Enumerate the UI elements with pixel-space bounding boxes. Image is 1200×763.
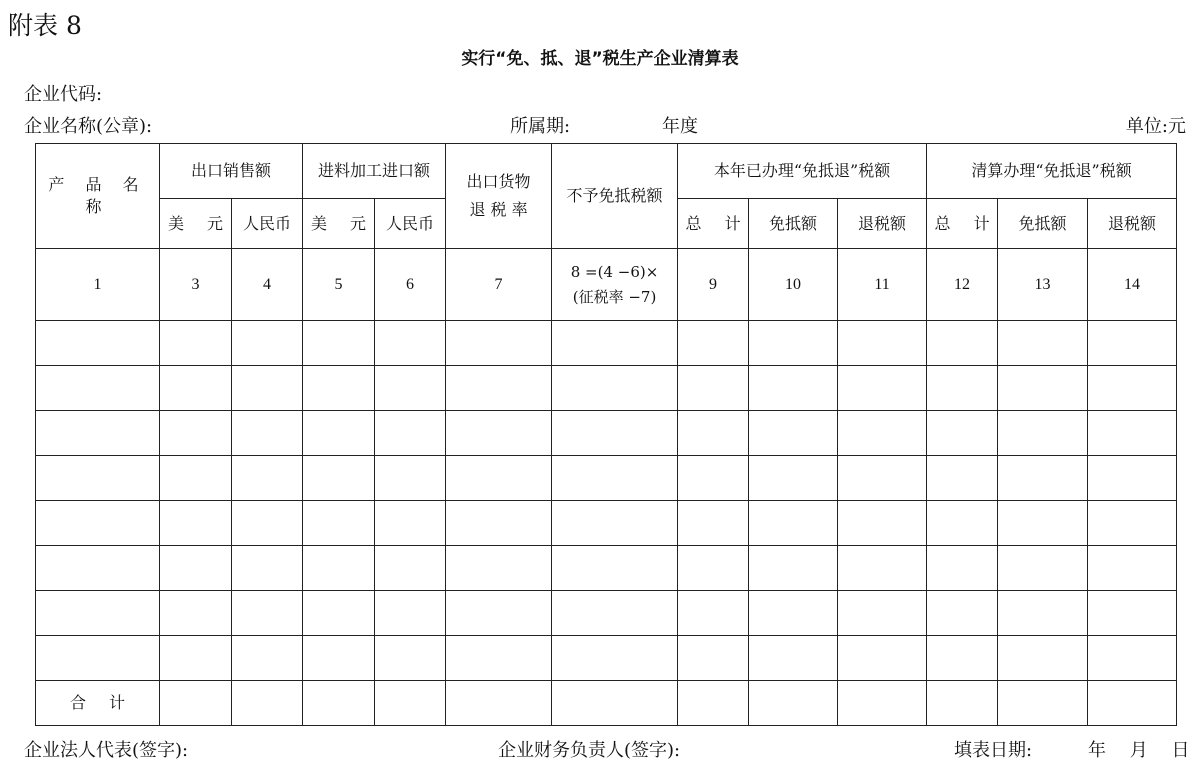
table-cell[interactable]	[678, 591, 749, 636]
legal-rep-signature-label: 企业法人代表(签字):	[24, 740, 189, 761]
table-cell[interactable]	[1088, 546, 1177, 591]
table-cell[interactable]	[36, 321, 160, 366]
table-cell[interactable]	[1088, 636, 1177, 681]
enterprise-name-label: 企业名称(公章):	[24, 116, 153, 137]
sub-header-rmb: 人民币	[232, 199, 303, 249]
enterprise-code-label: 企业代码:	[24, 84, 103, 105]
col-header-export-sales: 出口销售额	[160, 144, 303, 199]
table-cell[interactable]	[552, 636, 678, 681]
table-cell[interactable]	[160, 591, 232, 636]
table-cell[interactable]	[375, 636, 446, 681]
sub-header-exempt: 免抵额	[998, 199, 1088, 249]
table-cell[interactable]	[927, 501, 998, 546]
col-number: 9	[678, 249, 749, 321]
sub-header-usd: 美 元	[303, 199, 375, 249]
table-cell[interactable]	[749, 411, 838, 456]
table-row	[36, 546, 1177, 591]
table-cell[interactable]	[446, 321, 552, 366]
table-cell[interactable]	[552, 321, 678, 366]
table-cell[interactable]	[375, 681, 446, 726]
table-cell[interactable]	[552, 546, 678, 591]
table-cell[interactable]	[678, 366, 749, 411]
table-cell[interactable]	[446, 366, 552, 411]
table-cell[interactable]	[927, 546, 998, 591]
table-cell[interactable]	[160, 681, 232, 726]
sub-header-rmb: 人民币	[375, 199, 446, 249]
table-cell[interactable]	[375, 456, 446, 501]
unit-label: 单位:元	[1125, 116, 1186, 137]
col-number: 4	[232, 249, 303, 321]
table-cell[interactable]	[678, 456, 749, 501]
table-row	[36, 591, 1177, 636]
table-cell[interactable]	[678, 681, 749, 726]
table-cell[interactable]	[303, 501, 375, 546]
table-cell[interactable]	[1088, 591, 1177, 636]
table-cell[interactable]	[552, 681, 678, 726]
table-cell[interactable]	[232, 681, 303, 726]
col-number: 3	[160, 249, 232, 321]
table-cell[interactable]	[552, 411, 678, 456]
col-number: 5	[303, 249, 375, 321]
table-cell[interactable]	[838, 501, 927, 546]
table-cell[interactable]	[375, 321, 446, 366]
table-cell[interactable]	[232, 366, 303, 411]
sub-header-exempt: 免抵额	[749, 199, 838, 249]
table-cell[interactable]	[552, 456, 678, 501]
formula-cell	[552, 249, 678, 321]
table-row	[36, 456, 1177, 501]
table-cell[interactable]	[36, 636, 160, 681]
table-cell[interactable]	[678, 546, 749, 591]
page-title: 实行“免、抵、退”税生产企业清算表	[461, 49, 739, 69]
table-cell[interactable]	[998, 591, 1088, 636]
table-cell[interactable]	[36, 411, 160, 456]
table-cell[interactable]	[375, 546, 446, 591]
table-cell[interactable]	[303, 366, 375, 411]
table-row	[36, 411, 1177, 456]
col-header-processing-import: 进料加工进口额	[303, 144, 446, 199]
col-number: 12	[927, 249, 998, 321]
table-cell[interactable]	[749, 546, 838, 591]
table-cell[interactable]	[749, 321, 838, 366]
col-header-non-exempt: 不予免抵税额	[552, 144, 678, 249]
table-cell[interactable]	[36, 456, 160, 501]
year-label: 年度	[662, 116, 698, 137]
table-cell[interactable]	[36, 366, 160, 411]
table-cell[interactable]	[160, 366, 232, 411]
appendix-label: 附表 8	[8, 11, 82, 40]
table-cell[interactable]	[1088, 321, 1177, 366]
table-cell[interactable]	[749, 501, 838, 546]
table-cell[interactable]	[998, 501, 1088, 546]
table-cell[interactable]	[678, 411, 749, 456]
table-cell[interactable]	[375, 501, 446, 546]
table-cell[interactable]	[749, 636, 838, 681]
table-cell[interactable]	[552, 591, 678, 636]
finance-head-signature-label: 企业财务负责人(签字):	[498, 740, 681, 761]
col-header-refund-rate	[446, 144, 552, 249]
table-cell[interactable]	[749, 456, 838, 501]
table-row	[36, 366, 1177, 411]
table-cell[interactable]	[927, 411, 998, 456]
table-cell[interactable]	[998, 636, 1088, 681]
table-row	[36, 321, 1177, 366]
table-cell[interactable]	[446, 456, 552, 501]
table-cell[interactable]	[998, 366, 1088, 411]
column-number-row	[36, 249, 1177, 321]
table-cell[interactable]	[303, 321, 375, 366]
table-cell[interactable]	[1088, 411, 1177, 456]
table-cell[interactable]	[303, 636, 375, 681]
table-cell[interactable]	[998, 321, 1088, 366]
table-cell[interactable]	[927, 321, 998, 366]
table-cell[interactable]	[160, 501, 232, 546]
sub-header-refund: 退税额	[838, 199, 927, 249]
table-cell[interactable]	[303, 591, 375, 636]
table-cell[interactable]	[36, 501, 160, 546]
table-cell[interactable]	[446, 501, 552, 546]
table-cell[interactable]	[160, 546, 232, 591]
table-cell[interactable]	[838, 546, 927, 591]
table-cell[interactable]	[998, 456, 1088, 501]
col-number: 10	[749, 249, 838, 321]
table-cell[interactable]	[232, 546, 303, 591]
col-header-settlement: 清算办理“免抵退”税额	[927, 144, 1177, 199]
table-cell[interactable]	[1088, 456, 1177, 501]
table-cell[interactable]	[998, 411, 1088, 456]
table-cell[interactable]	[446, 636, 552, 681]
table-cell[interactable]	[160, 411, 232, 456]
col-number: 11	[838, 249, 927, 321]
table-cell[interactable]	[375, 411, 446, 456]
table-cell[interactable]	[160, 636, 232, 681]
refund-rate-line1: 出口货物	[466, 172, 531, 192]
table-cell[interactable]	[160, 456, 232, 501]
table-row	[36, 501, 1177, 546]
table-cell[interactable]	[375, 366, 446, 411]
table-row	[36, 636, 1177, 681]
date-units: 年 月 日	[1088, 740, 1190, 761]
table-cell[interactable]	[749, 681, 838, 726]
table-cell[interactable]	[303, 546, 375, 591]
table-cell[interactable]	[998, 681, 1088, 726]
table-cell[interactable]	[678, 636, 749, 681]
table-cell[interactable]	[838, 366, 927, 411]
table-cell[interactable]	[838, 456, 927, 501]
table-cell[interactable]	[749, 591, 838, 636]
table-cell[interactable]	[232, 411, 303, 456]
table-cell[interactable]	[232, 636, 303, 681]
table-cell[interactable]	[552, 501, 678, 546]
table-cell[interactable]	[678, 501, 749, 546]
refund-rate-line2: 退 税 率	[469, 200, 528, 219]
table-cell[interactable]	[552, 366, 678, 411]
table-cell[interactable]	[36, 591, 160, 636]
table-cell[interactable]	[303, 456, 375, 501]
table-cell[interactable]	[232, 501, 303, 546]
table-cell[interactable]	[1088, 366, 1177, 411]
table-cell[interactable]	[927, 681, 998, 726]
formula-line1: 8 =(4 −6)×	[570, 263, 659, 282]
table-cell[interactable]	[838, 681, 927, 726]
table-cell[interactable]	[749, 366, 838, 411]
col-header-product-name: 产 品 名 称	[36, 144, 160, 249]
settlement-table	[35, 143, 1177, 726]
table-cell[interactable]	[232, 456, 303, 501]
table-cell[interactable]	[446, 411, 552, 456]
table-cell[interactable]	[927, 456, 998, 501]
total-row	[36, 681, 1177, 726]
sub-header-total: 总 计	[927, 199, 998, 249]
table-cell[interactable]	[678, 321, 749, 366]
total-row-label: 合 计	[36, 681, 160, 726]
table-cell[interactable]	[232, 321, 303, 366]
period-label: 所属期:	[510, 116, 571, 137]
table-cell[interactable]	[446, 591, 552, 636]
table-cell[interactable]	[446, 546, 552, 591]
table-cell[interactable]	[375, 591, 446, 636]
sub-header-refund: 退税额	[1088, 199, 1177, 249]
table-cell[interactable]	[838, 411, 927, 456]
table-cell[interactable]	[927, 636, 998, 681]
col-number: 14	[1088, 249, 1177, 321]
table-cell[interactable]	[927, 591, 998, 636]
table-cell[interactable]	[446, 681, 552, 726]
col-number: 6	[375, 249, 446, 321]
sub-header-total: 总 计	[678, 199, 749, 249]
table-cell[interactable]	[1088, 501, 1177, 546]
table-cell[interactable]	[838, 321, 927, 366]
table-cell[interactable]	[838, 591, 927, 636]
table-cell[interactable]	[303, 411, 375, 456]
fill-date-label: 填表日期:	[954, 740, 1033, 761]
table-cell[interactable]	[998, 546, 1088, 591]
table-cell[interactable]	[36, 546, 160, 591]
table-cell[interactable]	[232, 591, 303, 636]
sub-header-usd: 美 元	[160, 199, 232, 249]
col-number: 7	[446, 249, 552, 321]
formula-line2: (征税率 −7)	[572, 287, 657, 306]
col-number: 13	[998, 249, 1088, 321]
table-cell[interactable]	[160, 321, 232, 366]
table-cell[interactable]	[838, 636, 927, 681]
col-number: 1	[36, 249, 160, 321]
table-cell[interactable]	[303, 681, 375, 726]
table-cell[interactable]	[927, 366, 998, 411]
table-cell[interactable]	[1088, 681, 1177, 726]
col-header-processed-this-year: 本年已办理“免抵退”税额	[678, 144, 927, 199]
